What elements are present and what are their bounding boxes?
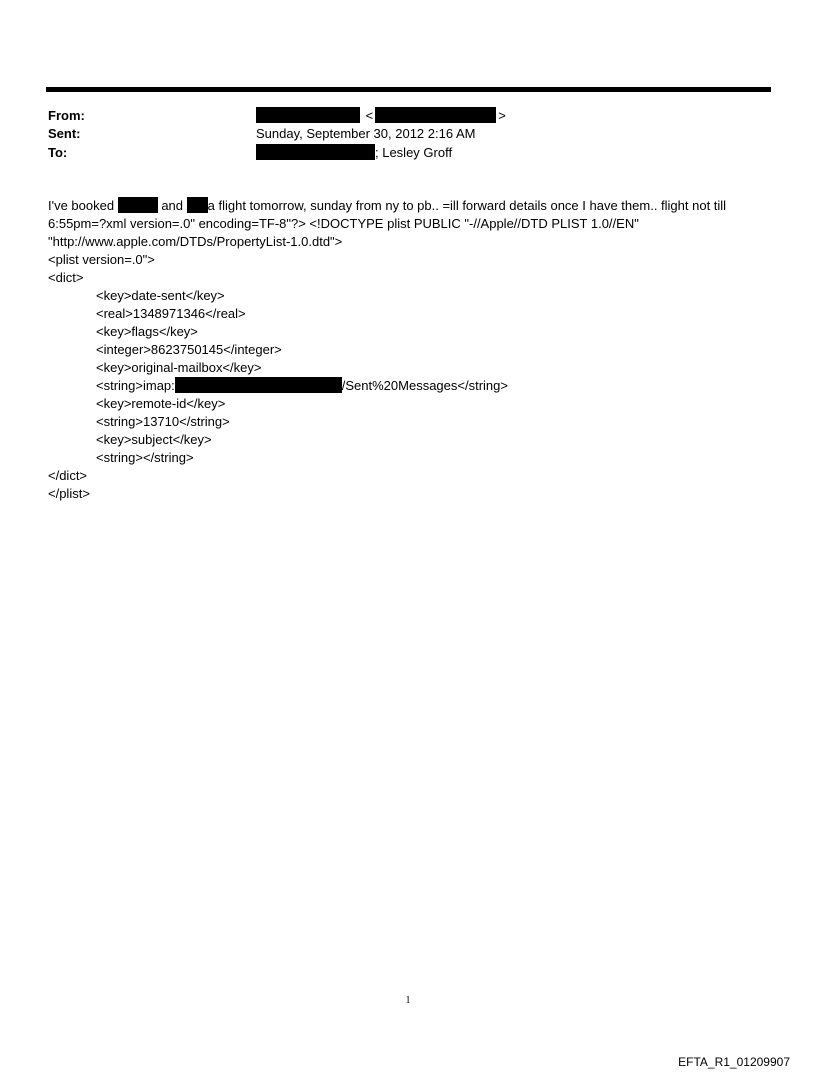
body-line: [48, 197, 778, 215]
to-value: [256, 144, 452, 162]
sent-label: Sent:: [48, 126, 81, 141]
body-line: <key>original-mailbox</key>: [96, 360, 262, 375]
to-label: To:: [48, 145, 68, 160]
page-number: 1: [405, 995, 411, 1006]
body-line: <key>date-sent</key>: [96, 288, 225, 303]
body-line: <string>13710</string>: [96, 414, 230, 429]
body-line: <key>subject</key>: [96, 432, 212, 447]
body-text-segment: /Sent%20Messages</string>: [341, 378, 508, 393]
body-line: [48, 377, 778, 395]
body-line: <integer>8623750145</integer>: [96, 342, 282, 357]
header-rule: [46, 87, 771, 92]
body-line: 6:55pm=?xml version=.0" encoding=TF-8"?> <!DOCTYPE plist PUBLIC "-//Apple//DTD PLIST 1.0//EN": [48, 216, 639, 231]
sent-row: [48, 125, 768, 143]
email-body: [48, 197, 778, 503]
body-line: "http://www.apple.com/DTDs/PropertyList-1.0.dtd">: [48, 234, 343, 249]
body-text-segment: and: [157, 198, 187, 213]
body-text-segment: I've booked: [48, 198, 118, 213]
from-lt: <: [365, 108, 374, 123]
body-line: </dict>: [48, 468, 88, 483]
from-value: [256, 107, 506, 125]
sent-value: Sunday, September 30, 2012 2:16 AM: [256, 126, 476, 141]
from-gt: >: [498, 108, 506, 123]
document-id: EFTA_R1_01209907: [678, 1055, 790, 1069]
to-value-suffix: ; Lesley Groff: [375, 145, 453, 160]
from-row: [48, 107, 768, 125]
body-line: <key>remote-id</key>: [96, 396, 226, 411]
redaction-block: [175, 377, 342, 393]
redaction-block: [256, 107, 360, 123]
redaction-block: [187, 197, 208, 213]
body-line: </plist>: [48, 486, 90, 501]
body-line: <dict>: [48, 270, 84, 285]
body-line: <plist version=.0">: [48, 252, 155, 267]
body-text-segment: <string>imap:: [96, 378, 175, 393]
body-line: <string></string>: [96, 450, 194, 465]
redaction-block: [375, 107, 496, 123]
redaction-block: [118, 197, 158, 213]
body-line: <real>1348971346</real>: [96, 306, 246, 321]
body-line: <key>flags</key>: [96, 324, 198, 339]
to-row: [48, 144, 768, 162]
from-label: From:: [48, 108, 85, 123]
body-text-segment: a flight tomorrow, sunday from ny to pb.. =ill forward details once I have them.. flight not till: [207, 198, 727, 213]
redaction-block: [256, 144, 375, 160]
